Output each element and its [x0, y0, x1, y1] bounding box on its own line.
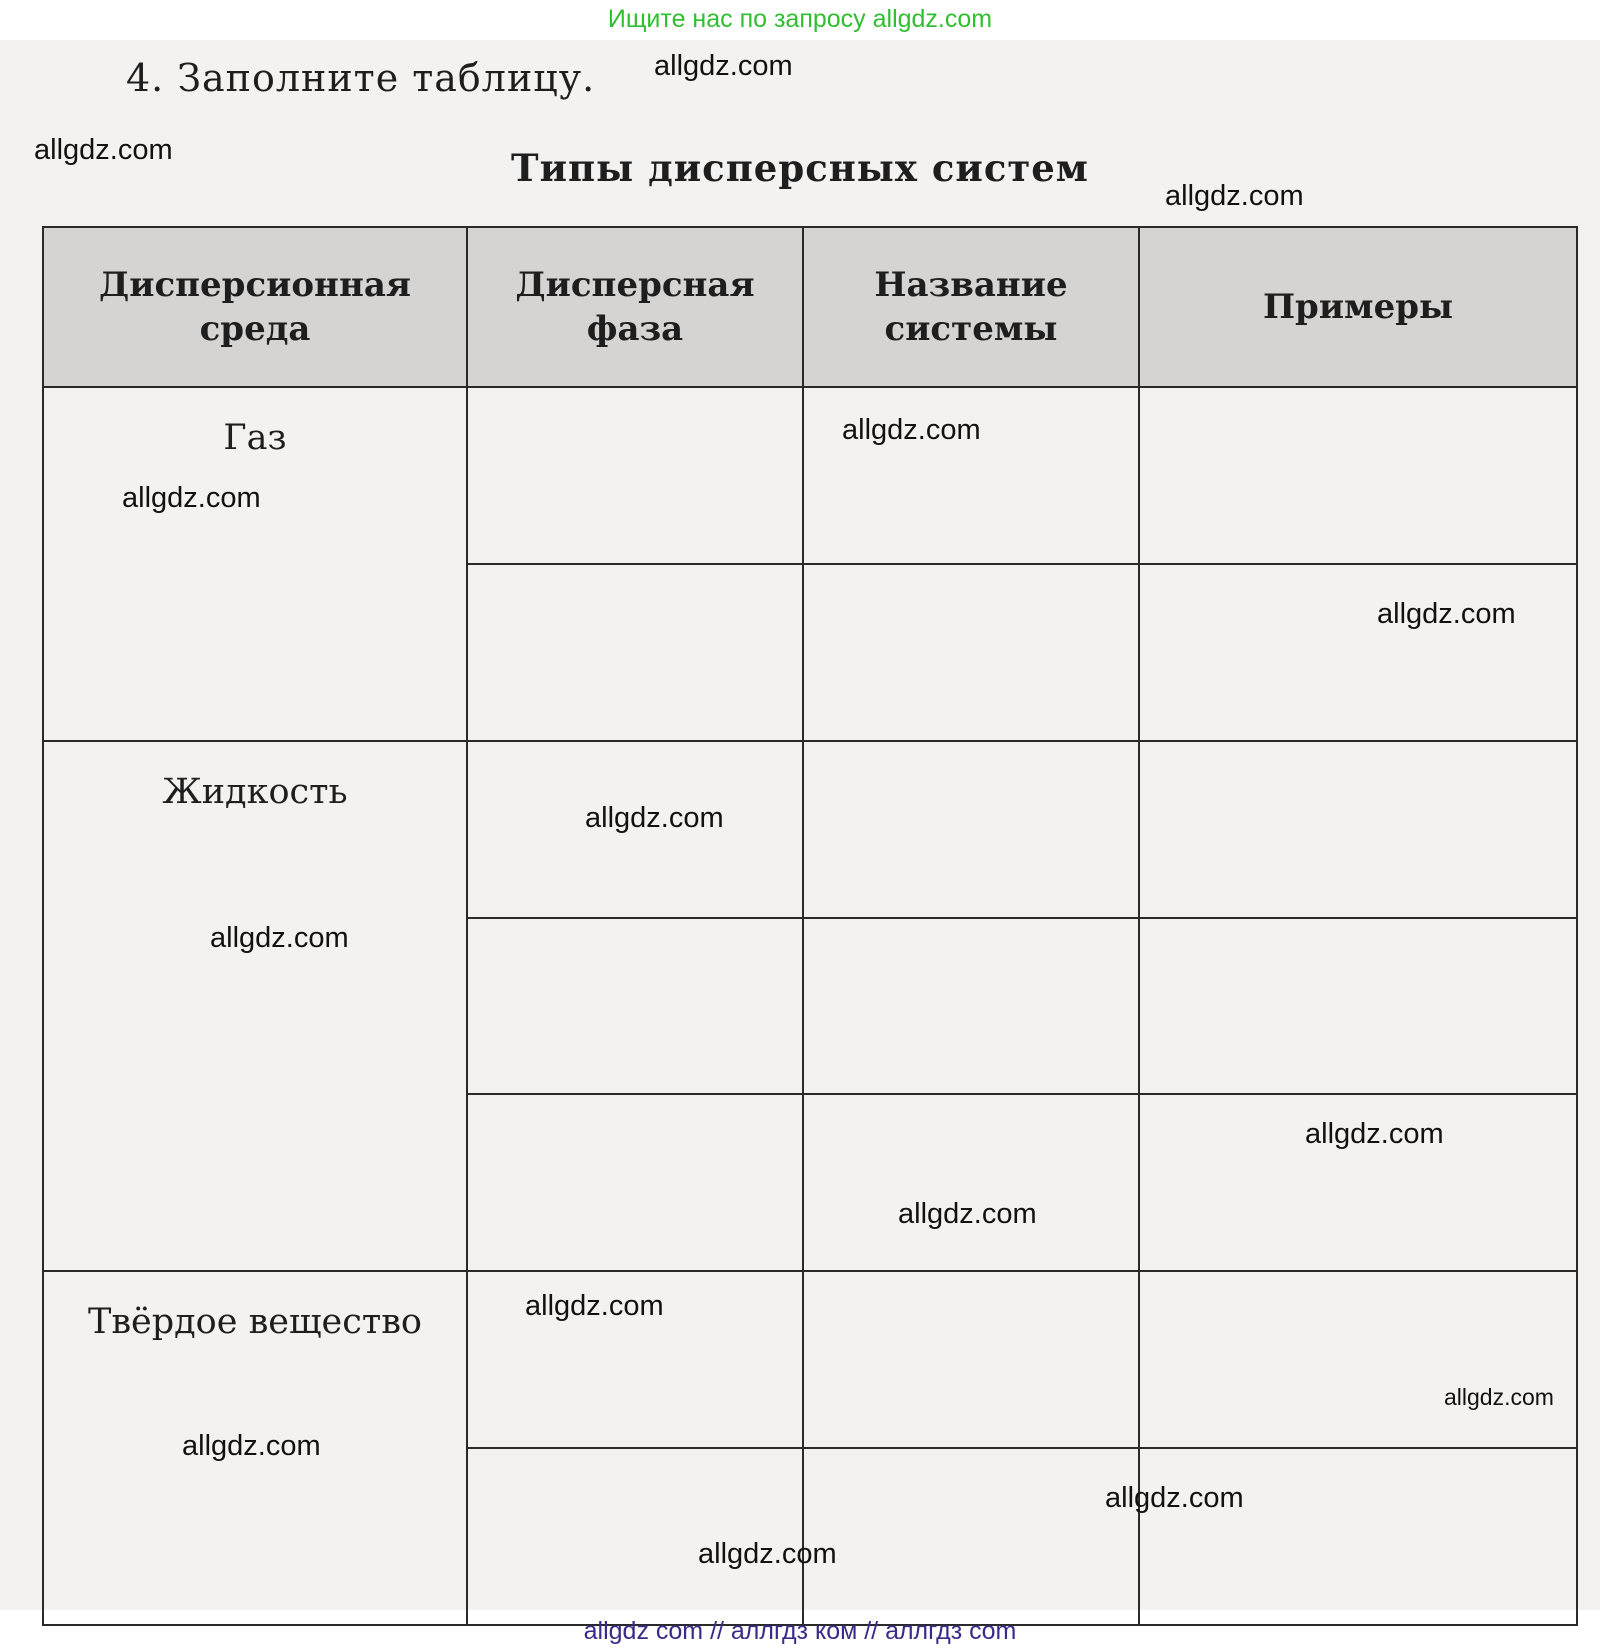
header-row: [43, 227, 1577, 387]
phase-cell[interactable]: [467, 918, 803, 1095]
examples-cell[interactable]: [1139, 387, 1577, 564]
phase-cell[interactable]: [467, 564, 803, 741]
bottom-banner[interactable]: allgdz com // аллгдз ком // аллгдз com: [583, 1617, 1017, 1645]
system-name-cell[interactable]: [803, 1448, 1139, 1625]
watermark: allgdz.com: [1165, 180, 1304, 212]
phase-cell[interactable]: [467, 1094, 803, 1271]
phase-cell[interactable]: [467, 1448, 803, 1625]
watermark: allgdz.com: [654, 50, 793, 82]
examples-cell[interactable]: [1139, 1448, 1577, 1625]
system-name-cell[interactable]: [803, 1094, 1139, 1271]
medium-cell-liquid: Жидкость: [43, 741, 467, 1272]
table-title: Типы дисперсных систем: [511, 146, 1089, 190]
watermark: allgdz.com: [1105, 1482, 1244, 1514]
watermark: allgdz.com: [525, 1290, 664, 1322]
examples-cell[interactable]: [1139, 741, 1577, 918]
examples-cell[interactable]: [1139, 918, 1577, 1095]
system-name-cell[interactable]: [803, 741, 1139, 918]
system-name-cell[interactable]: [803, 564, 1139, 741]
table-row: [43, 741, 1577, 918]
header-examples: Примеры: [1139, 227, 1577, 387]
watermark: allgdz.com: [182, 1430, 321, 1462]
watermark: allgdz.com: [1377, 598, 1516, 630]
table-row: [43, 387, 1577, 564]
phase-cell[interactable]: [467, 387, 803, 564]
header-dispersed-phase: Дисперсная фаза: [467, 227, 803, 387]
system-name-cell[interactable]: [803, 1271, 1139, 1448]
watermark: allgdz.com: [1444, 1384, 1554, 1410]
medium-cell-gas: Газ: [43, 387, 467, 741]
workbook-page: [0, 40, 1600, 1610]
header-system-name: Название системы: [803, 227, 1139, 387]
task-heading: 4. Заполните таблицу.: [126, 56, 596, 100]
examples-cell[interactable]: [1139, 1271, 1577, 1448]
medium-cell-solid: Твёрдое вещество: [43, 1271, 467, 1625]
examples-cell[interactable]: [1139, 564, 1577, 741]
watermark: allgdz.com: [34, 134, 173, 166]
header-dispersion-medium: Дисперсионная среда: [43, 227, 467, 387]
table-row: [43, 1271, 1577, 1448]
watermark: allgdz.com: [698, 1538, 837, 1570]
watermark: allgdz.com: [842, 414, 981, 446]
top-banner[interactable]: Ищите нас по запросу allgdz.com: [607, 5, 993, 33]
watermark: allgdz.com: [122, 482, 261, 514]
watermark: allgdz.com: [585, 802, 724, 834]
watermark: allgdz.com: [898, 1198, 1037, 1230]
system-name-cell[interactable]: [803, 918, 1139, 1095]
watermark: allgdz.com: [210, 922, 349, 954]
watermark: allgdz.com: [1305, 1118, 1444, 1150]
